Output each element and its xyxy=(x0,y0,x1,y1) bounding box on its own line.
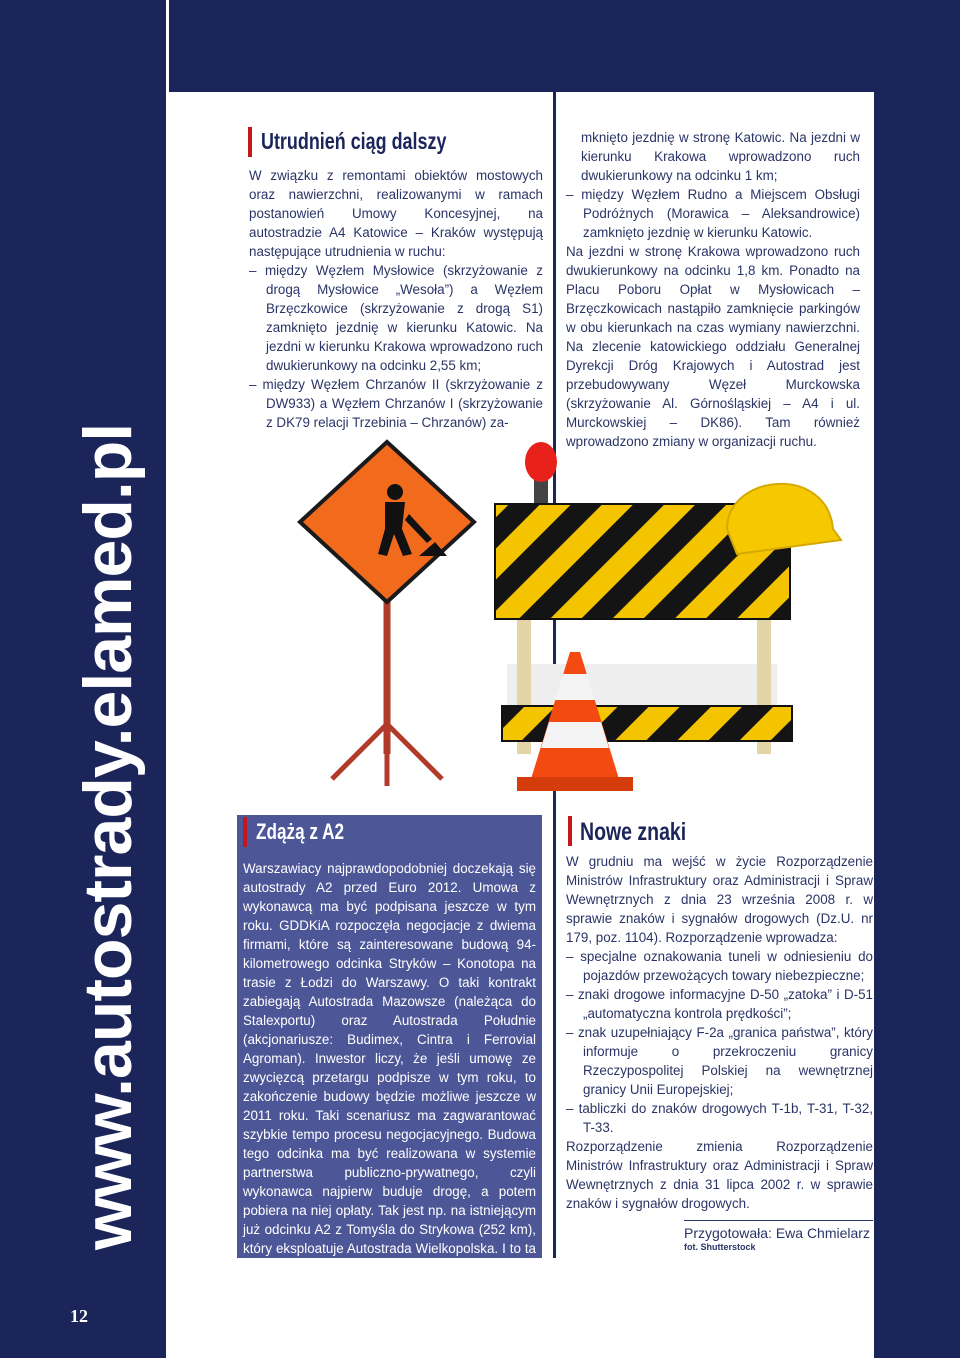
article3-intro: W grudniu ma wejść w życie Rozporządzenie Ministrów Infrastruktury oraz Administracji i Spraw Wewnętrznych z dnia 23 września 2008 r. w sprawie znaków i sygnałów drogowych (Dz.U. nr 179, poz. 1104). Rozporządzenie wprowadza: xyxy=(566,854,873,945)
sign-leg-right xyxy=(387,724,442,779)
photo-credit: fot. Shutterstock xyxy=(684,1242,756,1252)
sidebar-url[interactable]: www.autostrady.elamed.pl xyxy=(70,423,146,1250)
article1-intro: W związku z remontami obiektów mostowych oraz nawierzchni, realizowanymi w ramach postanowień Umowy Koncesyjnej, na autostradzie A4 Katowice – Kraków występują następujące utrudnienia w ruchu: xyxy=(249,168,543,259)
article1-item1: – między Węzłem Mysłowice (skrzyżowanie z drogą Mysłowice „Wesoła”) a Węzłem Brzęczkowice (skrzyżowanie z drogą S1) zamknięto jezdnię w kierunku Katowic. Na jezdni w kierunku Krakowa wprowadzono ruch dwukierunkowy na odcinku 2,55 km; xyxy=(249,263,543,373)
credit-divider xyxy=(684,1220,873,1221)
article2-body: Warszawiacy najprawdopodobniej doczekają się autostrady A2 przed Euro 2012. Umowa z wykonawcą ma być podpisana jeszcze w tym roku. GDDKiA rozpoczęła negocjacje z dwiema firmami, które są zainteresowane budową 94-kilometrowego odcinka Stryków – Konotopa na trasie z Łodzi do Warszawy. O taki kontrakt zabiegają Autostrada Mazowsze (należąca do Stalexportu) oraz Autostrada Południe (akcjonariusze: Budimex, Cintra i Ferrovial Agroman). Inwestor liczy, że jeśli umowę ze zwycięzcą przetargu podpisze w tym roku, to zakończenie budowy będzie możliwe jeszcze w 2011 roku. Taki scenariusz ma zagwarantować szybkie tempo procesu negocjacyjnego. Budowa tego odcinka ma być realizowana w systemie partnerstwa publiczno-prywatnego, czyli wykonawca najpierw buduje drogę, a potem pobiera na niej opłaty. Tak jest np. na istniejącym już odcinku A2 z Tomyśla do Strykowa (252 km), który eksploatuje Autostrada Wielkopolska. I to ta firma ma budować kolejny odcinek z Tomyśla do Świecka. xyxy=(243,861,536,1294)
box-title-accent-bar xyxy=(243,817,247,847)
beacon-lamp xyxy=(525,442,557,482)
article3-item3: – znak uzupełniający F-2a „granica państwa”, który informuje o przekroczeniu granicy Rzeczypospolitej Polskiej na wewnętrznej granicy Unii Europejskiej; xyxy=(566,1025,873,1097)
article1-column-left xyxy=(249,166,543,432)
article2-box xyxy=(237,815,542,1294)
article1-column-right xyxy=(566,128,860,451)
article3-item2: – znaki drogowe informacyjne D-50 „zatoka” i D-51 „automatyczna kontrola prędkości”; xyxy=(566,987,873,1021)
article3-outro: Rozporządzenie zmienia Rozporządzenie Ministrów Infrastruktury oraz Administracji i Spraw Wewnętrznych z dnia 31 lipca 2002 r. w sprawie znaków i sygnałów drogowych. xyxy=(566,1139,873,1211)
article1-para2: Na jezdni w stronę Krakowa wprowadzono ruch dwukierunkowy na odcinku 1,8 km. Ponadto na Placu Poboru Opłat w Mysłowicach – Brzęczkowicach nastąpiło zamknięcie parkingów w obu kierunkach na czas wymiany nawierzchni. Na zlecenie katowickiego oddziału Generalnej Dyrekcji Dróg Krajowych i Autostrad jest przebudowywany Węzeł Murckowska (skrzyżowanie Al. Górnośląskiej – A4 i ul. Murckowskiej – DK86). Tam również wprowadzono zmiany w organizacji ruchu. xyxy=(566,244,860,449)
article1-item2a: – między Węzłem Chrzanów II (skrzyżowanie z DW933) a Węzłem Chrzanów I (skrzyżowanie z DK79 relacji Trzebinia – Chrzanów) za- xyxy=(249,377,543,430)
article3-title-accent-bar xyxy=(568,816,572,846)
cone-stripe-lower xyxy=(541,722,609,748)
article3-item4: – tabliczki do znaków drogowych T-1b, T-31, T-32, T-33. xyxy=(566,1101,873,1135)
page-number: 12 xyxy=(70,1306,88,1326)
right-band xyxy=(874,0,960,1358)
article3-title: Nowe znaki xyxy=(580,818,687,846)
article1-item2b: mknięto jezdnię w stronę Katowic. Na jezdni w kierunku Krakowa wprowadzono ruch dwukierunkowy na odcinku 1 km; xyxy=(581,130,860,183)
sign-leg-left xyxy=(332,724,387,779)
cone-base xyxy=(517,777,633,791)
top-band xyxy=(166,0,960,92)
article2-title: Zdążą z A2 xyxy=(256,819,345,844)
article1-item3: – między Węzłem Rudno a Miejscem Obsługi Podróżnych (Morawica – Aleksandrowice) zamknięto jezdnię w kierunku Katowic. xyxy=(566,187,860,240)
article1-title: Utrudnień ciąg dalszy xyxy=(261,128,447,154)
article2-column xyxy=(243,859,536,1296)
sidebar-edge xyxy=(166,0,169,1358)
hard-hat xyxy=(727,484,841,554)
title-accent-bar xyxy=(248,127,252,157)
beacon-stand xyxy=(534,479,548,504)
article3-item1: – specjalne oznakowania tuneli w odniesieniu do pojazdów przewożących towary niebezpieczne; xyxy=(566,949,873,983)
author-credit: Przygotowała: Ewa Chmielarz xyxy=(684,1225,870,1241)
article3-column xyxy=(566,852,873,1213)
roadworks-illustration xyxy=(237,434,873,800)
